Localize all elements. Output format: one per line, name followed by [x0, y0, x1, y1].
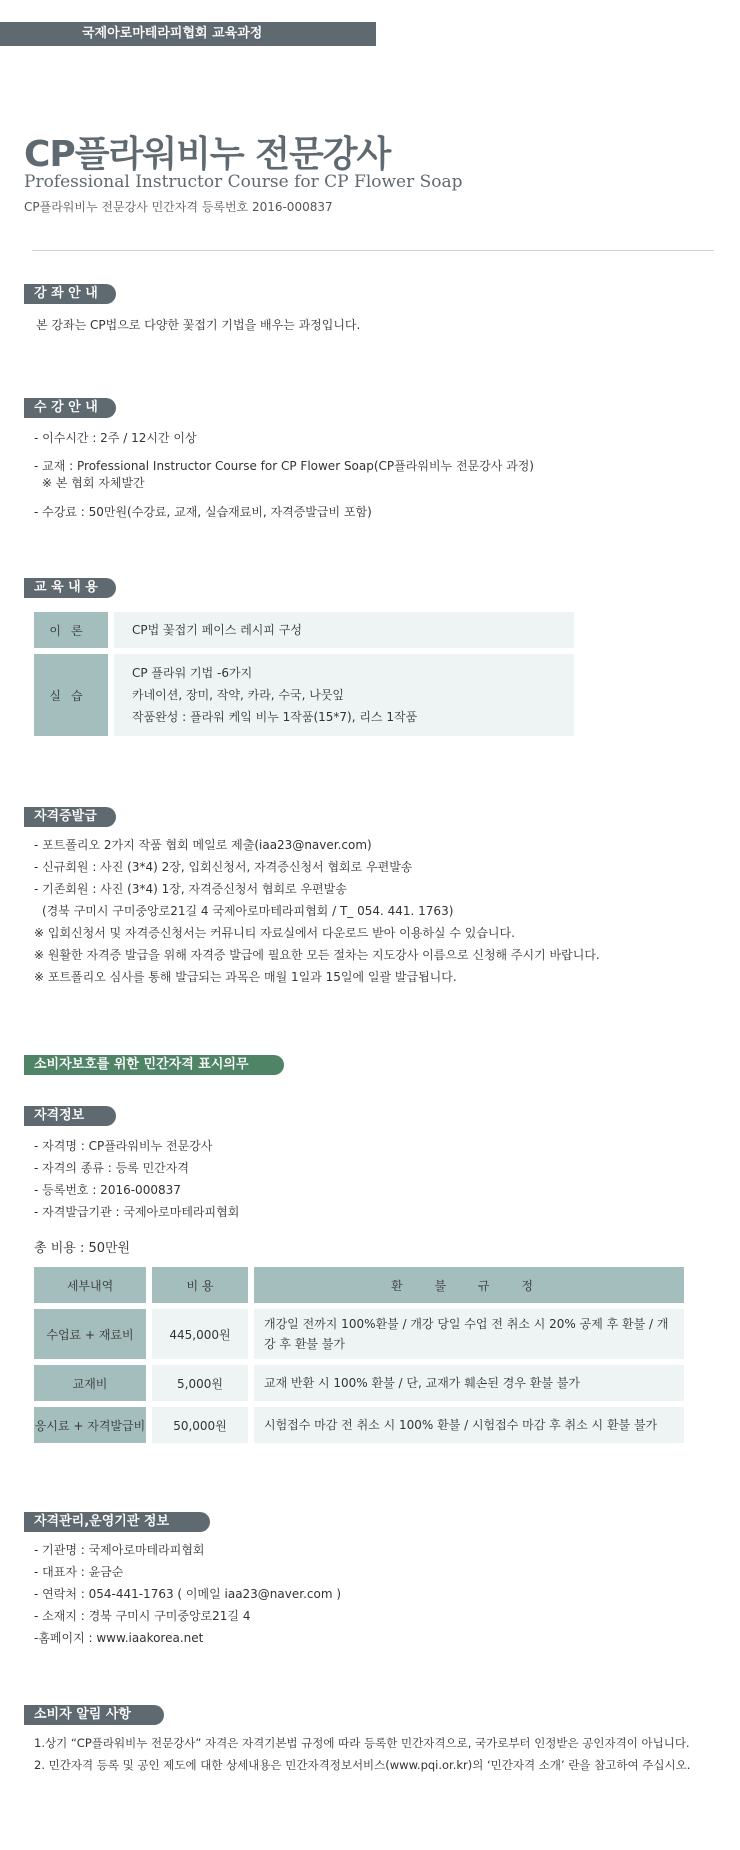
row-cost: 50,000원 — [152, 1407, 248, 1443]
list-item: - 등록번호 : 2016-000837 — [34, 1183, 181, 1197]
theory-body — [114, 612, 574, 648]
practice-line: 작품완성 : 플라워 케잌 비누 1작품(15*7), 리스 1작품 — [132, 710, 418, 724]
row-item: 응시료 + 자격발급비 — [34, 1407, 146, 1443]
theory-header: 이론 — [34, 612, 108, 648]
qualification-list — [34, 1135, 239, 1223]
row-rule: 시험접수 마감 전 취소 시 100% 환불 / 시험접수 마감 후 취소 시 환불 불가 — [254, 1407, 684, 1443]
row-rule: 개강일 전까지 100%환불 / 개강 당일 수업 전 취소 시 20% 공제 후 환불 / 개강 후 환불 불가 — [254, 1309, 684, 1359]
refund-table — [34, 1267, 684, 1449]
lecture-text: 본 강좌는 CP법으로 다양한 꽃접기 기법을 배우는 과정입니다. — [36, 318, 361, 332]
list-item: 1.상기 “CP플라워비누 전문강사” 자격은 자격기본법 규정에 따라 등록한 민간자격으로, 국가로부터 인정받은 공인자격이 아닙니다. — [34, 1736, 690, 1750]
list-item: - 수강료 : 50만원(수강료, 교재, 실습재료비, 자격증발급비 포함) — [34, 505, 372, 519]
notice-list — [34, 1732, 690, 1776]
list-item: ※ 원활한 자격증 발급을 위해 자격증 발급에 필요한 모든 절차는 지도강사 이름으로 신청해 주시기 바랍니다. — [34, 948, 600, 962]
list-item: - 자격명 : CP플라워비누 전문강사 — [34, 1139, 213, 1153]
header-cost: 비 용 — [152, 1267, 248, 1303]
table-row — [34, 1365, 684, 1401]
list-item: 2. 민간자격 등록 및 공인 제도에 대한 상세내용은 민간자격정보서비스(www.pqi.or.kr)의 ‘민간자격 소개’ 란을 참고하여 주십시오. — [34, 1758, 691, 1772]
content-section-label: 교 육 내 용 — [24, 578, 116, 598]
header-item: 세부내역 — [34, 1267, 146, 1303]
row-item: 교재비 — [34, 1365, 146, 1401]
row-cost: 445,000원 — [152, 1309, 248, 1359]
certificate-section-label: 자격증발급 — [24, 807, 116, 827]
notice-section-label: 소비자 알림 사항 — [24, 1705, 164, 1725]
qualification-section-label: 자격정보 — [24, 1106, 116, 1126]
lecture-section-label: 강 좌 안 내 — [24, 284, 116, 304]
list-item: - 소재지 : 경북 구미시 구미중앙로21길 4 — [34, 1609, 251, 1623]
list-item: - 교재 : Professional Instructor Course for CP Flower Soap(CP플라워비누 전문강사 과정) — [34, 459, 534, 473]
list-item: ※ 입회신청서 및 자격증신청서는 커뮤니티 자료실에서 다운로드 받아 이용하실 수 있습니다. — [34, 926, 515, 940]
list-item: - 기관명 : 국제아로마테라피협회 — [34, 1543, 205, 1557]
list-item: -홈페이지 : www.iaakorea.net — [34, 1631, 204, 1645]
practice-header: 실습 — [34, 654, 108, 736]
practice-line: CP 플라워 기법 -6가지 — [132, 666, 253, 680]
header-divider — [32, 250, 714, 251]
header-rule: 환 불 규 정 — [254, 1267, 684, 1303]
table-header-row — [34, 1267, 684, 1303]
list-item: ※ 본 협회 자체발간 — [42, 476, 145, 490]
list-item: - 포트폴리오 2가지 작품 협회 메일로 제출(iaa23@naver.com) — [34, 838, 372, 852]
content-table — [34, 612, 574, 742]
list-item: - 대표자 : 윤금순 — [34, 1565, 124, 1579]
list-item: - 이수시간 : 2주 / 12시간 이상 — [34, 431, 197, 445]
row-cost: 5,000원 — [152, 1365, 248, 1401]
course-info-list — [34, 427, 534, 523]
table-row — [34, 1407, 684, 1443]
table-row — [34, 654, 574, 736]
total-cost: 총 비용 : 50만원 — [34, 1241, 131, 1256]
page-subtitle: Professional Instructor Course for CP Flower Soap — [24, 172, 463, 192]
row-item: 수업료 + 재료비 — [34, 1309, 146, 1359]
practice-line: 카네이션, 장미, 작약, 카라, 수국, 나뭇잎 — [132, 688, 345, 702]
page-title: CP플라워비누 전문강사 — [24, 134, 391, 175]
list-item: - 연락처 : 054-441-1763 ( 이메일 iaa23@naver.com ) — [34, 1587, 342, 1601]
list-item: - 자격발급기관 : 국제아로마테라피협회 — [34, 1205, 240, 1219]
list-item: - 신규회원 : 사진 (3*4) 2장, 입회신청서, 자격증신청서 협회로 우편발송 — [34, 860, 413, 874]
table-row — [34, 1309, 684, 1359]
list-item: - 자격의 종류 : 등록 민간자격 — [34, 1161, 189, 1175]
table-row — [34, 612, 574, 648]
row-rule: 교재 반환 시 100% 환불 / 단, 교재가 훼손된 경우 환불 불가 — [254, 1365, 684, 1401]
certificate-list — [34, 834, 600, 988]
list-item: ※ 포트폴리오 심사를 통해 발급되는 과목은 매월 1일과 15일에 일괄 발급됩니다. — [34, 970, 457, 984]
registration-number: CP플라워비누 전문강사 민간자격 등록번호 2016-000837 — [24, 200, 333, 214]
list-item: - 기존회원 : 사진 (3*4) 1장, 자격증신청서 협회로 우편발송 — [34, 882, 347, 896]
list-item: (경북 구미시 구미중앙로21길 4 국제아로마테라피협회 / T_ 054. 441. 1763) — [42, 904, 454, 918]
course-badge: 국제아로마테라피협회 교육과정 — [0, 22, 376, 46]
management-list — [34, 1539, 341, 1649]
practice-body — [114, 654, 574, 736]
course-section-label: 수 강 안 내 — [24, 398, 116, 418]
theory-line: CP법 꽃접기 페이스 레시피 구성 — [132, 623, 302, 637]
consumer-protection-label: 소비자보호를 위한 민간자격 표시의무 — [24, 1055, 284, 1075]
management-section-label: 자격관리,운영기관 정보 — [24, 1512, 210, 1532]
